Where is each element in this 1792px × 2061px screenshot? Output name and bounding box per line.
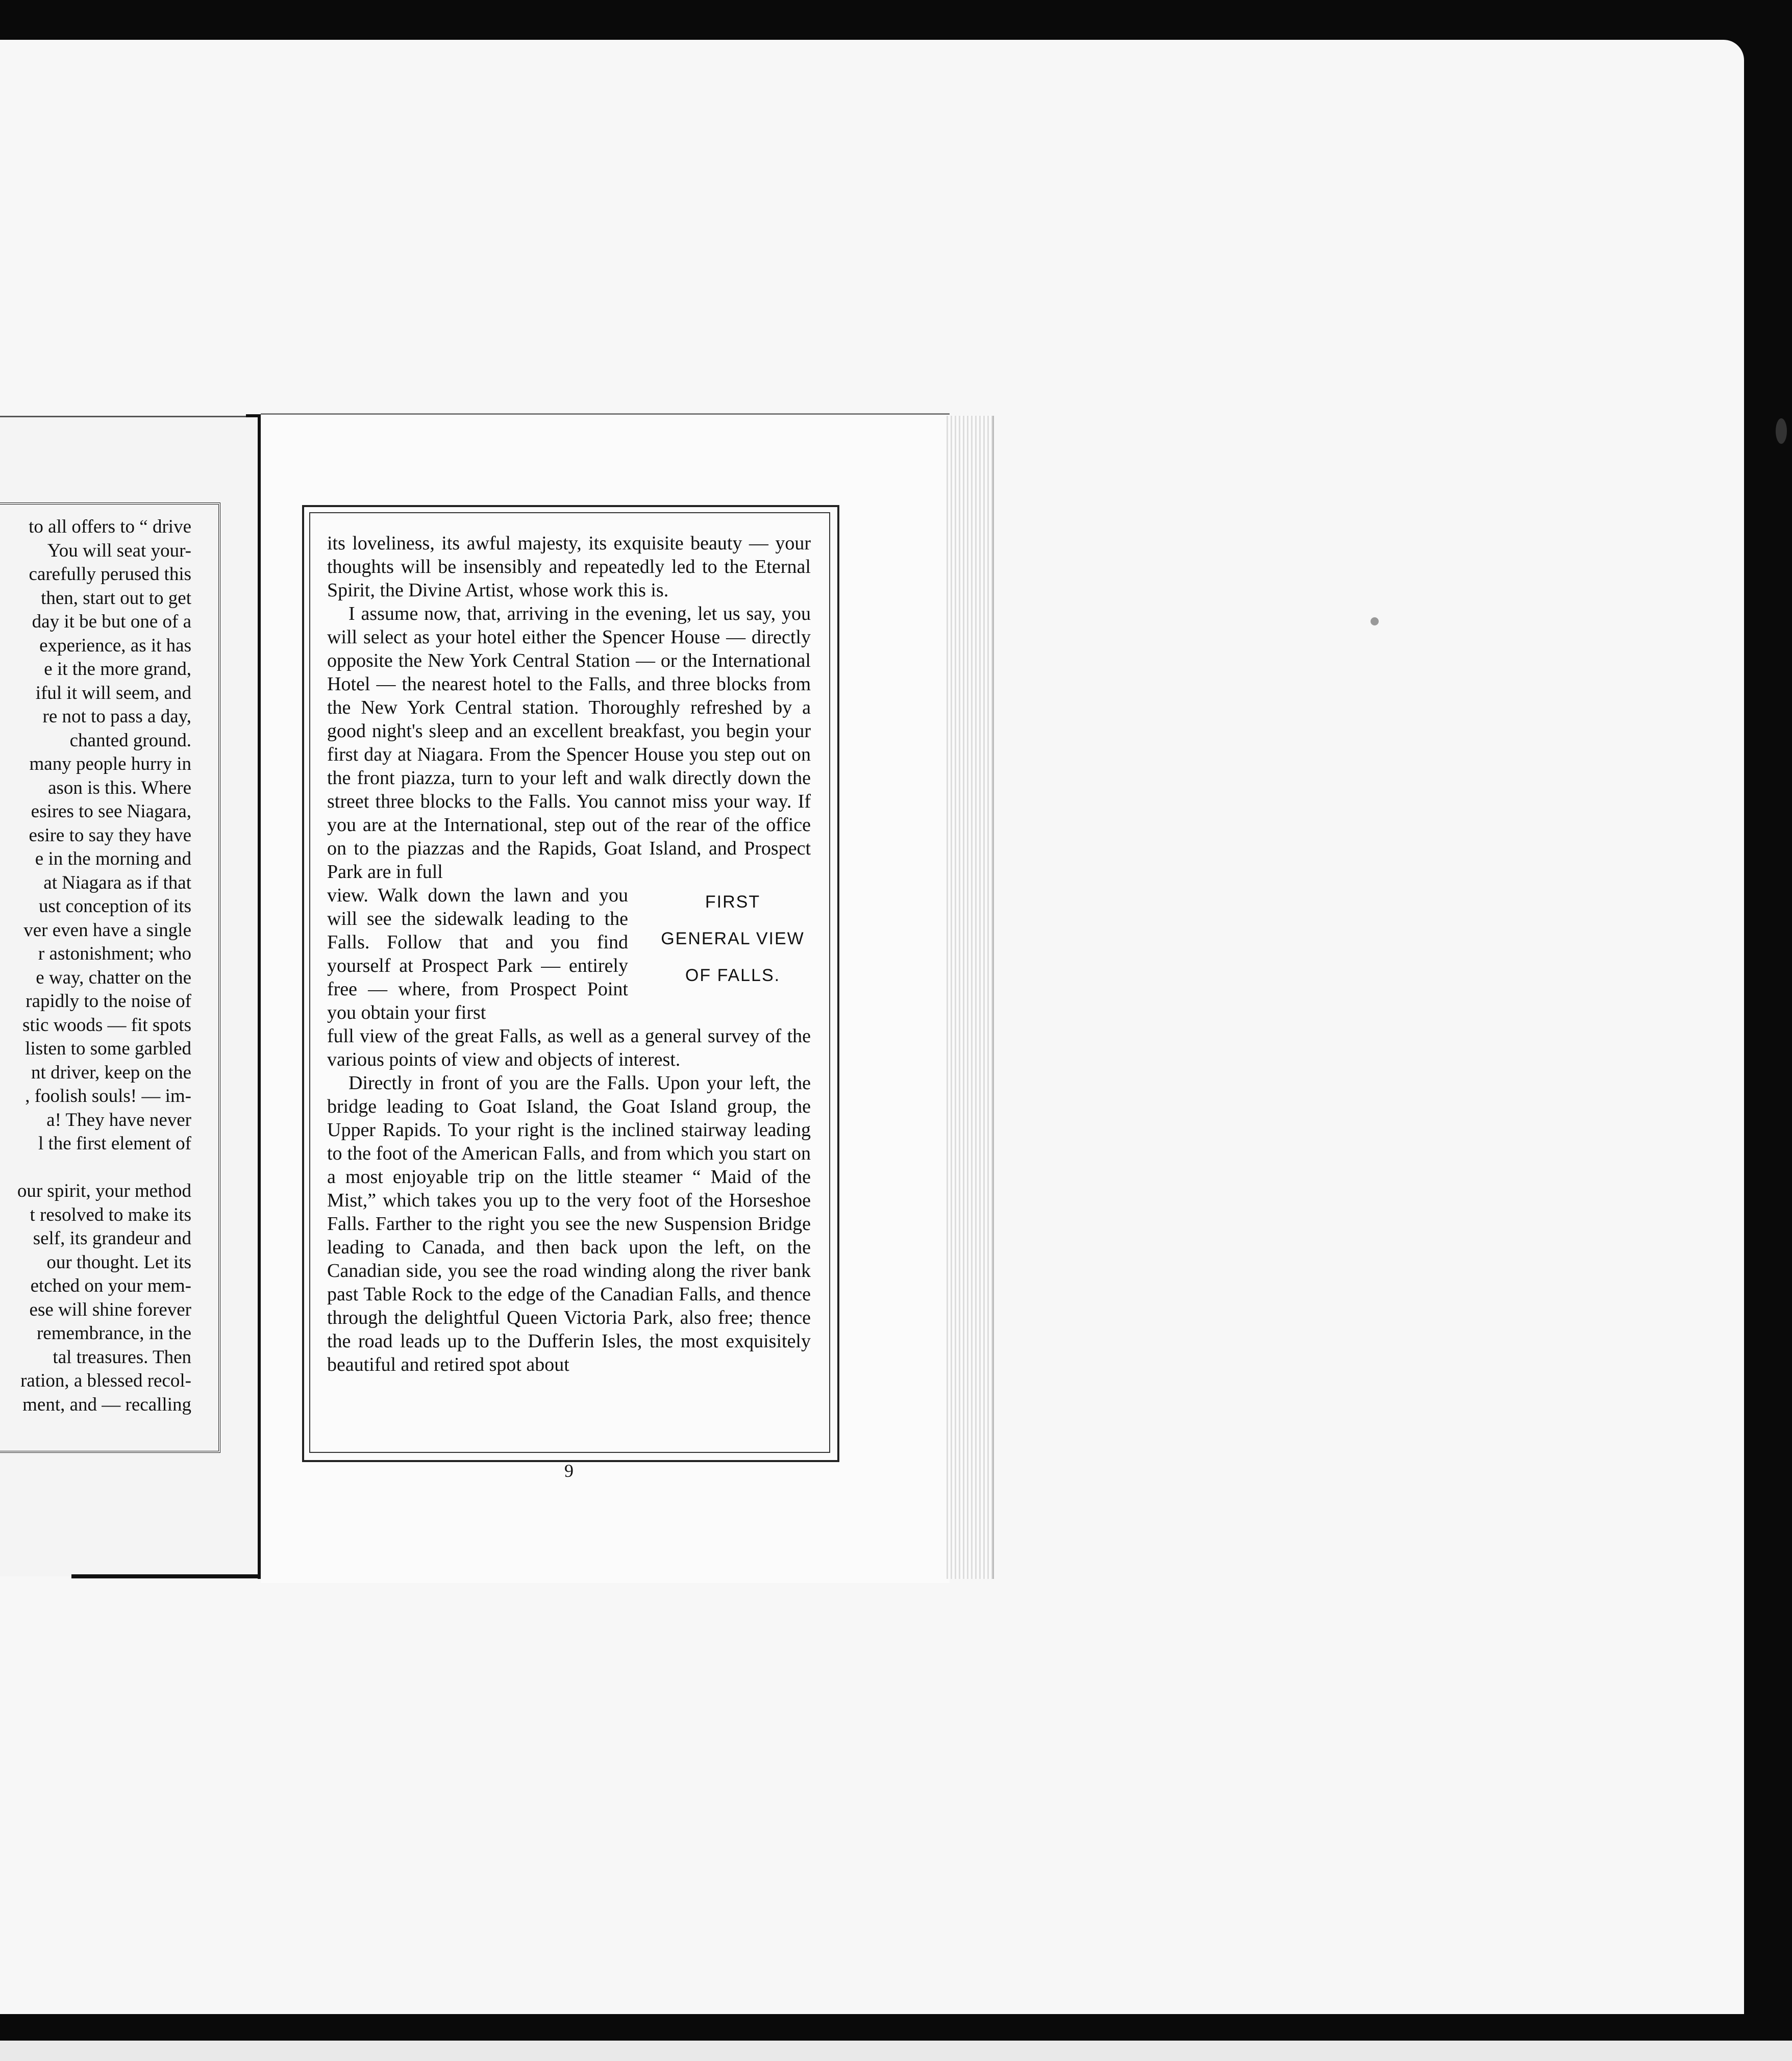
margin-heading-line: GENERAL VIEW <box>661 929 805 948</box>
left-page-line: ment, and — recalling <box>22 1394 191 1415</box>
sidenote-block <box>327 884 811 1024</box>
left-page-line: then, start out to get <box>41 587 191 609</box>
left-page-line: tal treasures. Then <box>53 1346 191 1368</box>
left-page-line: t resolved to make its <box>30 1204 191 1225</box>
left-page-line: l the first element of <box>38 1133 191 1154</box>
paragraph-2-end: full view of the great Falls, as well as a general survey of the various points of view and objects of interest. <box>327 1025 811 1070</box>
left-page-line: remembrance, in the <box>36 1323 191 1344</box>
left-page-line: esire to say they have <box>29 824 191 846</box>
margin-heading <box>654 884 812 994</box>
left-page-line: re not to pass a day, <box>42 706 191 727</box>
left-page-line: ration, a blessed recol- <box>20 1370 191 1391</box>
left-page-text <box>0 515 191 1417</box>
left-page-line: r astonishment; who <box>38 943 191 964</box>
left-page-line: iful it will seem, and <box>35 682 191 703</box>
left-page-line: nt driver, keep on the <box>31 1062 191 1083</box>
left-page-line: chanted ground. <box>69 730 191 751</box>
left-page-line: ver even have a single <box>23 919 191 941</box>
paragraph-1: its loveliness, its awful majesty, its exquisite beauty — your thoughts will be insensibly and repeatedly led to the Eternal Spirit, the Divine Artist, whose work this is. <box>327 533 811 601</box>
left-page-line: ason is this. Where <box>48 777 191 798</box>
left-page-line: experience, as it has <box>39 635 191 656</box>
left-page-line: at Niagara as if that <box>43 872 191 893</box>
margin-heading-line: FIRST <box>705 892 761 912</box>
left-page-line: stic woods — fit spots <box>22 1014 191 1036</box>
left-page-line: a! They have never <box>46 1109 191 1130</box>
left-page-top-edge <box>0 416 255 417</box>
scan-bottom-strip <box>0 2041 1792 2061</box>
left-page-line: e in the morning and <box>35 848 191 869</box>
left-page-line: e way, chatter on the <box>36 967 191 988</box>
paragraph-3: Directly in front of you are the Falls. Upon your left, the bridge leading to Goat Island, the Goat Island group, the Upper Rapids. To your right is the inclined stairway leading to the foot of the American Falls, and from which you start on a most enjoyable trip on the little steamer “ Maid of the Mist,” which takes you up to the very foot of the Horseshoe Falls. Farther to the right you see the new Suspension Bridge leading to Canada, and then back upon the left, on the Canadian side, you see the road winding along the river bank past Table Rock to the edge of the Canadian Falls, and thence through the delightful Queen Victoria Park, also free; thence the road leads up to the Dufferin Isles, the most exquisitely beautiful and retired spot about <box>327 1072 811 1375</box>
left-page-line: our thought. Let its <box>46 1251 191 1273</box>
left-page-line: You will seat your- <box>47 540 191 561</box>
page-body <box>327 532 811 1376</box>
left-page-line: e it the more grand, <box>44 659 191 680</box>
left-page-line <box>0 1156 191 1180</box>
left-page-line: our spirit, your method <box>17 1180 191 1201</box>
left-page-line: rapidly to the noise of <box>26 991 191 1012</box>
page-edges <box>947 416 994 1579</box>
left-page <box>0 416 260 1576</box>
left-page-line: day it be but one of a <box>32 611 191 632</box>
scan-speck <box>1776 418 1787 444</box>
left-page-line: to all offers to “ drive <box>29 516 191 537</box>
page-number: 9 <box>564 1461 574 1481</box>
scan-speck <box>1371 617 1379 625</box>
left-page-line: self, its grandeur and <box>33 1228 191 1249</box>
margin-heading-line: OF FALLS. <box>685 966 781 985</box>
paragraph-2-float: view. Walk down the lawn and you will see the sidewalk leading to the Falls. Follow that and you find yourself at Prospect Park — entirely free — where, from Prospect Point you obtain your first <box>327 885 628 1023</box>
left-page-line: etched on your mem- <box>30 1275 191 1296</box>
left-page-line: ese will shine forever <box>29 1299 191 1320</box>
left-page-line: esires to see Niagara, <box>31 801 191 822</box>
paragraph-2: I assume now, that, arriving in the evening, let us say, you will select as your hotel either the Spencer House — directly opposite the New York Central Station — or the International Hotel — the nearest hotel to the Falls, and three blocks from the New York Central station. Thoroughly refreshed by a good night's sleep and an excellent breakfast, you begin your first day at Niagara. From the Spencer House you step out on the front piazza, turn to your left and walk directly down the street three blocks to the Falls. You cannot miss your way. If you are at the International, step out of the rear of the office on to the piazzas and the Rapids, Goat Island, and Prospect Park are in full <box>327 603 811 883</box>
left-page-line: ust conception of its <box>38 896 191 917</box>
left-page-line: carefully perused this <box>29 564 191 585</box>
left-page-line: , foolish souls! — im- <box>25 1086 191 1107</box>
left-page-line: many people hurry in <box>29 753 191 774</box>
left-page-line: listen to some garbled <box>25 1038 191 1059</box>
